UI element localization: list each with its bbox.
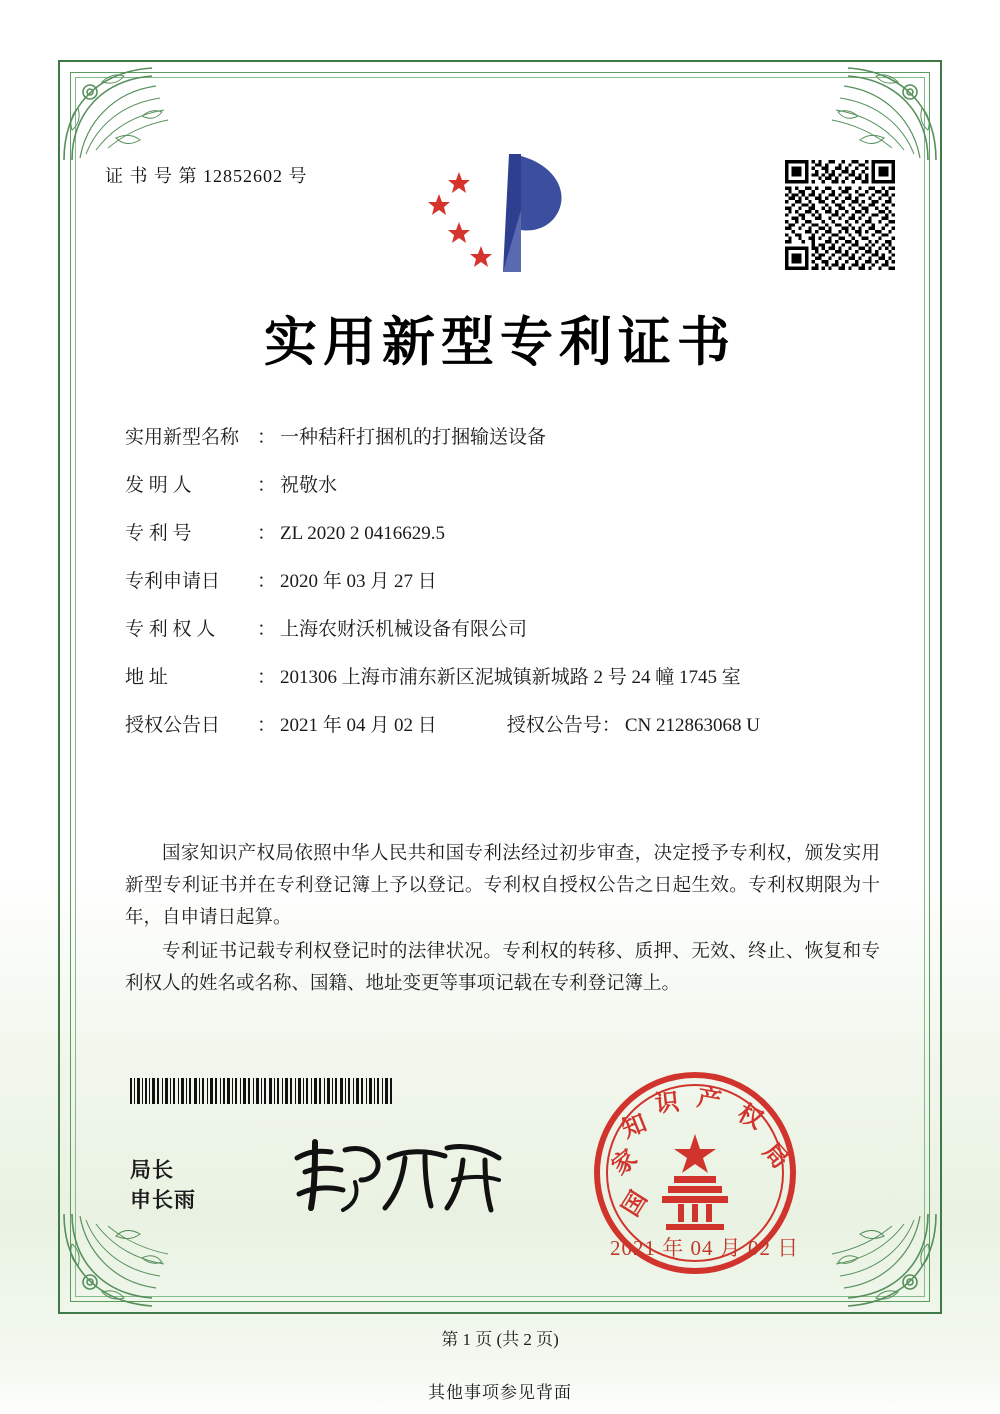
field-colon: ： bbox=[257, 571, 277, 592]
svg-text:权: 权 bbox=[733, 1097, 768, 1135]
grant-number-label: 授权公告号 bbox=[506, 715, 602, 736]
cnipa-logo-icon bbox=[425, 150, 585, 280]
field-value: 201306 上海市浦东新区泥城镇新城路 2 号 24 幢 1745 室 bbox=[280, 667, 741, 688]
seal-date: 2021 年 04 月 02 日 bbox=[610, 1236, 800, 1260]
page-title: 实用新型专利证书 bbox=[264, 311, 736, 373]
svg-text:知: 知 bbox=[617, 1107, 651, 1144]
back-note: 其他事项参见背面 bbox=[428, 1383, 572, 1402]
field-colon: ： bbox=[257, 427, 277, 448]
field-value: 上海农财沃机械设备有限公司 bbox=[280, 619, 528, 640]
signature-title: 局长 bbox=[130, 1158, 174, 1182]
field-label: 地 址 bbox=[125, 667, 168, 688]
field-value: 祝敬水 bbox=[280, 475, 338, 496]
field-patentee bbox=[125, 620, 880, 639]
field-label: 专 利 权 人 bbox=[125, 619, 216, 640]
field-label: 授权公告日 bbox=[125, 715, 221, 736]
field-colon: ： bbox=[257, 619, 277, 640]
legal-paragraph-2: 专利证书记载专利权登记时的法律状况。专利权的转移、质押、无效、终止、恢复和专利权人的姓名或名称、国籍、地址变更等事项记载在专利登记簿上。 bbox=[125, 942, 880, 994]
field-colon: ： bbox=[257, 475, 277, 496]
signature-name: 申长雨 bbox=[130, 1188, 196, 1212]
legal-text bbox=[125, 838, 880, 1002]
field-label: 专 利 号 bbox=[125, 523, 192, 544]
field-address bbox=[125, 668, 880, 687]
svg-text:国: 国 bbox=[615, 1185, 653, 1222]
field-utility-model-name bbox=[125, 428, 880, 447]
field-label: 发 明 人 bbox=[125, 475, 192, 496]
field-colon: ： bbox=[257, 667, 277, 688]
field-colon: ： bbox=[601, 715, 621, 736]
field-colon: ： bbox=[257, 715, 277, 736]
svg-text:识: 识 bbox=[653, 1086, 681, 1118]
barcode bbox=[130, 1078, 395, 1104]
qr-code bbox=[785, 160, 895, 270]
svg-text:局: 局 bbox=[757, 1136, 796, 1174]
grant-number-value: CN 212863068 U bbox=[624, 715, 760, 736]
field-value: 2021 年 04 月 02 日 bbox=[280, 715, 437, 736]
field-application-date bbox=[125, 572, 880, 591]
handwritten-signature bbox=[285, 1128, 525, 1223]
field-value: ZL 2020 2 0416629.5 bbox=[280, 523, 446, 544]
field-value: 2020 年 03 月 27 日 bbox=[280, 571, 437, 592]
field-colon: ： bbox=[257, 523, 277, 544]
svg-text:家: 家 bbox=[605, 1143, 643, 1181]
page-number: 第 1 页 (共 2 页) bbox=[441, 1330, 559, 1349]
certificate-number: 证 书 号 第 12852602 号 bbox=[105, 166, 308, 186]
field-inventor bbox=[125, 476, 880, 495]
certificate-fields bbox=[125, 428, 880, 764]
legal-paragraph-1: 国家知识产权局依照中华人民共和国专利法经过初步审查，决定授予专利权，颁发实用新型专利证书并在专利登记簿上予以登记。专利权自授权公告之日起生效。专利权期限为十年，自申请日起算。 bbox=[125, 844, 880, 928]
signature-block bbox=[130, 1155, 196, 1215]
field-grant-announcement bbox=[125, 716, 880, 735]
svg-text:产: 产 bbox=[694, 1082, 724, 1116]
field-patent-number bbox=[125, 524, 880, 543]
field-label: 实用新型名称 bbox=[125, 427, 240, 448]
field-value: 一种秸秆打捆机的打捆输送设备 bbox=[280, 427, 547, 448]
field-label: 专利申请日 bbox=[125, 571, 221, 592]
